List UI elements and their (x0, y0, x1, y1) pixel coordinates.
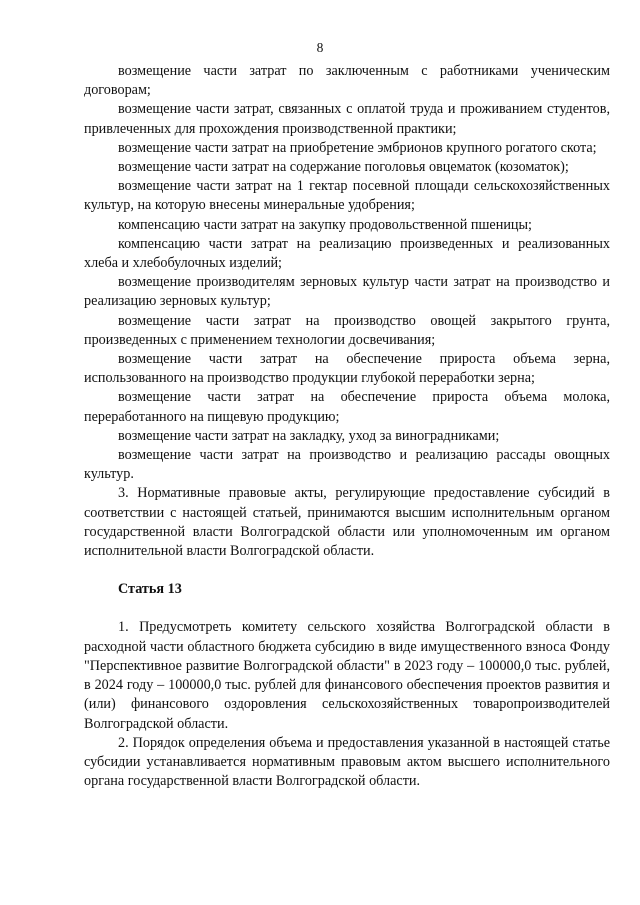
list-item: возмещение части затрат на 1 гектар посевной площади сельскохозяйственных культур, на которую внесены минеральные удобрения; (84, 178, 610, 214)
list-item: возмещение части затрат на закладку, уход за виноградниками; (118, 427, 500, 444)
list-item: возмещение части затрат на производство и реализацию рассады овощных культур. (84, 447, 610, 483)
list-item: возмещение части затрат на обеспечение прироста объема зерна, использованного на производство продукции глубокой переработки зерна; (84, 351, 610, 387)
list-item: компенсацию части затрат на закупку продовольственной пшеницы; (118, 216, 532, 233)
list-item: возмещение части затрат на обеспечение прироста объема молока, переработанного на пищевую продукцию; (84, 389, 610, 425)
list-item: возмещение части затрат по заключенным с работниками ученическим договорам; (84, 63, 610, 99)
list-item: возмещение производителям зерновых культур части затрат на производство и реализацию зерновых культур; (84, 274, 610, 310)
list-item: возмещение части затрат на содержание поголовья овцематок (козоматок); (118, 159, 569, 176)
page-number: 8 (316, 40, 324, 55)
article-paragraph: 2. Порядок определения объема и предоставления указанной в настоящей статье субсидии устанавливается нормативным правовым актом высшего исполнительного органа государственной власти Волгоградской области. (84, 734, 610, 790)
list-item: возмещение части затрат, связанных с оплатой труда и проживанием студентов, привлеченных для прохождения производственной практики; (84, 101, 610, 137)
article-paragraph: 1. Предусмотреть комитету сельского хозяйства Волгоградской области в расходной части областного бюджета субсидию в виде имущественного взноса Фонду "Перспективное развитие Волгоградской области" в 2023 году – 100000,0 тыс. рублей, в 2024 году – 100000,0 тыс. рублей для финансового обеспечения проектов развития и (или) финансового оздоровления сельскохозяйственных товаропроизводителей Волгоградской области. (84, 619, 610, 732)
article-heading: Статья 13 (118, 581, 182, 598)
list-item: возмещение части затрат на приобретение эмбрионов крупного рогатого скота; (118, 139, 597, 156)
document-body (84, 62, 610, 791)
list-item: возмещение части затрат на производство овощей закрытого грунта, произведенных с применением технологии досвечивания; (84, 312, 610, 348)
list-item: компенсацию части затрат на реализацию произведенных и реализованных хлеба и хлебобулочных изделий; (84, 235, 610, 272)
clause-paragraph: 3. Нормативные правовые акты, регулирующие предоставление субсидий в соответствии с настоящей статьей, принимаются высшим исполнительным органом государственной власти Волгоградской области или уполномоченным им органом исполнительной власти Волгоградской области. (84, 485, 610, 560)
